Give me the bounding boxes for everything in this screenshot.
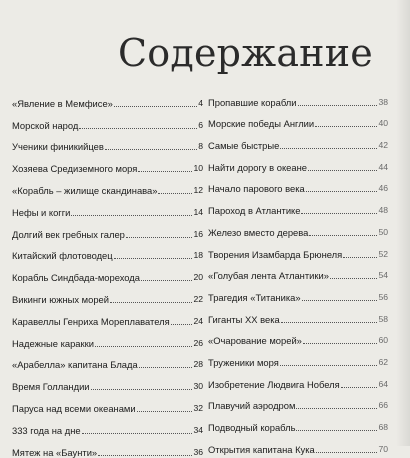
toc-entry <box>12 218 203 240</box>
toc-entry <box>12 305 203 327</box>
toc-entry-page: 70 <box>378 443 388 454</box>
toc-entry <box>12 349 203 371</box>
toc-entry <box>208 346 388 368</box>
toc-entry-title: Открытия капитана Кука <box>208 443 315 455</box>
dot-leader <box>309 235 377 236</box>
toc-entry <box>208 368 388 390</box>
toc-entry-page: 12 <box>193 184 203 195</box>
toc-entry-title: «Арабелла» капитана Блада <box>12 359 138 371</box>
toc-entry <box>12 414 203 436</box>
dot-leader <box>302 300 378 301</box>
dot-leader <box>114 258 193 259</box>
toc-entry <box>12 283 203 305</box>
toc-entry-page: 28 <box>193 359 203 370</box>
dot-leader <box>306 191 378 192</box>
dot-leader <box>95 346 192 347</box>
page-edge-shadow <box>396 0 410 446</box>
toc-entry <box>208 433 388 455</box>
dot-leader <box>315 126 377 127</box>
toc-entry-page: 60 <box>378 335 388 346</box>
dot-leader <box>98 455 192 456</box>
toc-entry <box>12 240 203 262</box>
toc-column-left <box>12 87 203 458</box>
toc-entry-page: 64 <box>378 378 388 389</box>
toc-entry-title: Китайский флотоводец <box>12 250 113 262</box>
dot-leader <box>296 430 377 431</box>
toc-entry-page: 58 <box>378 313 388 324</box>
toc-entry-title: Долгий век гребных галер <box>12 228 125 240</box>
dot-leader <box>280 365 378 366</box>
toc-entry <box>12 370 203 392</box>
dot-leader <box>296 408 377 409</box>
toc-entry-page: 10 <box>193 163 203 174</box>
toc-entry <box>208 86 388 108</box>
toc-entry-title: Труженики моря <box>208 356 279 368</box>
dot-leader <box>139 367 193 368</box>
toc-entry-page: 6 <box>198 119 203 130</box>
toc-entry <box>12 109 203 131</box>
toc-entry-title: Морской народ <box>12 119 79 131</box>
toc-entry-page: 32 <box>193 402 203 413</box>
dot-leader <box>308 170 377 171</box>
toc-column-right <box>208 86 388 455</box>
toc-entry-page: 40 <box>378 118 388 129</box>
toc-entry-title: «Явление в Мемфисе» <box>12 97 113 109</box>
toc-entry-title: «Очарование морей» <box>208 335 302 347</box>
toc-entry <box>208 411 388 433</box>
toc-entry <box>12 152 203 174</box>
toc-entry <box>208 281 388 303</box>
toc-entry-title: Самые быстрые <box>208 140 280 152</box>
dot-leader <box>126 237 193 238</box>
toc-entry-page: 4 <box>198 97 203 108</box>
toc-entry-page: 20 <box>193 272 203 283</box>
dot-leader <box>171 324 193 325</box>
toc-entry-page: 62 <box>378 356 388 367</box>
dot-leader <box>341 387 378 388</box>
toc-entry-page: 34 <box>193 424 203 435</box>
toc-entry-page: 18 <box>193 250 203 261</box>
toc-entry-page: 22 <box>193 293 203 304</box>
toc-entry-title: Плавучий аэродром <box>208 400 296 412</box>
toc-entry <box>12 196 203 218</box>
toc-entry-page: 46 <box>378 183 388 194</box>
toc-entry-title: Время Голландии <box>12 381 90 393</box>
dot-leader <box>79 128 197 129</box>
dot-leader <box>82 433 193 434</box>
toc-entry <box>208 303 388 325</box>
toc-entry <box>208 129 388 151</box>
toc-entry-page: 56 <box>378 291 388 302</box>
toc-entry-title: Паруса над всеми океанами <box>12 402 136 414</box>
toc-entry-page: 50 <box>378 226 388 237</box>
toc-entry-page: 54 <box>378 270 388 281</box>
toc-entry <box>208 194 388 216</box>
toc-entry-title: Гиганты XX века <box>208 313 280 325</box>
toc-entry-title: Начало парового века <box>208 183 305 195</box>
toc-entry <box>12 131 203 153</box>
toc-entry <box>12 261 203 283</box>
toc-entry <box>208 216 388 238</box>
dot-leader <box>298 105 378 106</box>
toc-entry-title: «Голубая лента Атлантики» <box>208 270 329 282</box>
dot-leader <box>114 106 197 107</box>
toc-entry-title: Мятеж на «Баунти» <box>12 446 98 458</box>
toc-entry-title: Корабль Синдбада-морехода <box>12 272 140 284</box>
toc-entry-title: Викинги южных морей <box>12 293 109 305</box>
page-title: Содержание <box>118 31 373 76</box>
toc-entry-page: 42 <box>378 140 388 151</box>
dot-leader <box>105 149 197 150</box>
toc-entry <box>208 151 388 173</box>
toc-entry <box>12 174 203 196</box>
toc-entry-title: Подводный корабль <box>208 422 296 433</box>
toc-entry-title: Найти дорогу в океане <box>208 161 308 173</box>
toc-entry <box>12 392 203 414</box>
toc-entry <box>208 390 388 412</box>
toc-entry-page: 30 <box>193 381 203 392</box>
toc-entry-title: Железо вместо дерева <box>208 226 309 238</box>
toc-entry <box>208 325 388 347</box>
toc-entry-page: 52 <box>378 248 388 259</box>
toc-entry-page: 38 <box>378 96 388 107</box>
dot-leader <box>303 343 378 344</box>
toc-entry-page: 44 <box>378 161 388 172</box>
dot-leader <box>281 322 378 323</box>
toc-entry <box>12 327 203 349</box>
toc-entry <box>12 436 203 458</box>
dot-leader <box>71 215 192 216</box>
toc-entry-title: Морские победы Англии <box>208 118 315 130</box>
toc-entry-page: 48 <box>378 205 388 216</box>
toc-entry-title: Ученики финикийцев <box>12 141 104 153</box>
toc-entry-title: «Корабль – жилище скандинава» <box>12 184 158 196</box>
toc-entry-title: Пароход в Атлантике <box>208 205 301 217</box>
toc-entry-page: 66 <box>378 400 388 411</box>
toc-entry <box>208 260 388 282</box>
dot-leader <box>137 411 193 412</box>
toc-entry-page: 26 <box>193 337 203 348</box>
toc-entry-page: 8 <box>198 141 203 152</box>
dot-leader <box>343 257 377 258</box>
toc-entry-title: Трагедия «Титаника» <box>208 291 301 303</box>
toc-entry <box>208 238 388 260</box>
dot-leader <box>280 148 377 149</box>
dot-leader <box>158 193 192 194</box>
toc-entry-page: 68 <box>378 422 388 432</box>
toc-entry <box>12 87 203 109</box>
dot-leader <box>110 302 192 303</box>
dot-leader <box>301 213 377 214</box>
toc-entry-title: Изобретение Людвига Нобеля <box>208 378 340 390</box>
toc-entry-page: 36 <box>193 446 203 457</box>
toc-entry-title: Пропавшие корабли <box>208 96 297 108</box>
toc-entry-title: Творения Изамбарда Брюнеля <box>208 248 343 260</box>
toc-entry-title: Нефы и когги <box>12 206 71 218</box>
toc-entry-title: 333 года на дне <box>12 424 81 436</box>
toc-entry-page: 16 <box>193 228 203 239</box>
dot-leader <box>141 280 192 281</box>
dot-leader <box>138 171 192 172</box>
dot-leader <box>91 389 193 390</box>
toc-entry <box>208 173 388 195</box>
dot-leader <box>330 278 378 279</box>
toc-entry-page: 14 <box>193 206 203 217</box>
toc-entry-page: 24 <box>193 315 203 326</box>
toc-entry-title: Надежные каракки <box>12 337 94 349</box>
toc-entry-title: Каравеллы Генриха Мореплавателя <box>12 315 170 327</box>
toc-entry-title: Хозяева Средиземного моря <box>12 163 138 175</box>
toc-entry <box>208 108 388 130</box>
dot-leader <box>316 452 378 453</box>
